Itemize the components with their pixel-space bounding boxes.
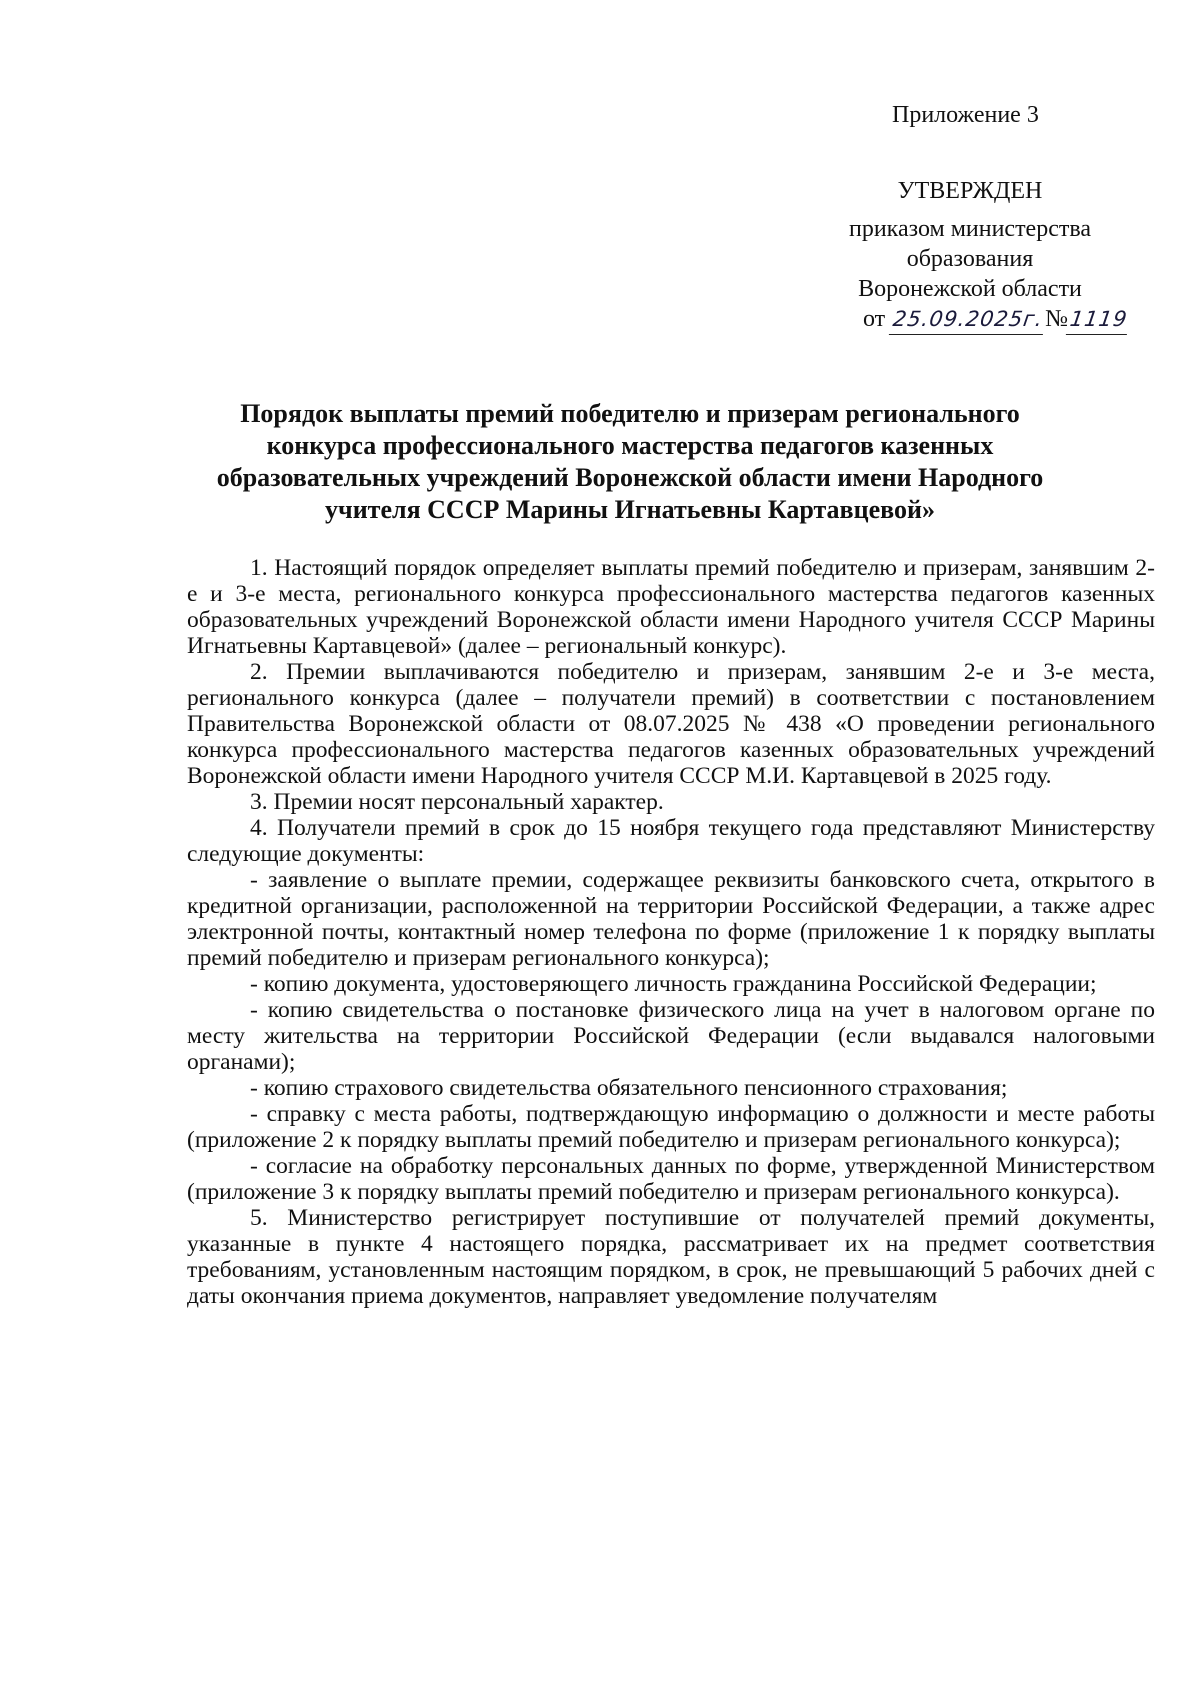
paragraph-5: 5. Министерство регистрирует поступившие от получателей премий документы, указанные в пункте 4 настоящего порядка, рассматривает их на предмет соответствия требованиям, установленным настоящим порядком, в срок, не превышающий 5 рабочих дней с даты окончания приема документов, направляет уведомление получателям bbox=[187, 1205, 1155, 1309]
approval-line: Воронежской области bbox=[858, 276, 1082, 302]
approval-line: приказом министерства bbox=[848, 216, 1092, 242]
date-prefix: от bbox=[863, 306, 886, 332]
number-sign: № bbox=[1045, 306, 1069, 332]
handwritten-number: 1119 bbox=[1066, 304, 1132, 335]
paragraph-2: 2. Премии выплачиваются победителю и призерам, занявшим 2-е и 3-е места, регионального конкурса (далее – получатели премий) в соответствии с постановлением Правительства Воронежской области от 08.07.2025 № 438 «О проведении регионального конкурса профессионального мастерства педагогов казенных образовательных учреждений Воронежской области имени Народного учителя СССР М.И. Картавцевой в 2025 году. bbox=[187, 659, 1155, 789]
paragraph-4: 4. Получатели премий в срок до 15 ноября текущего года представляют Министерству следующие документы: bbox=[187, 815, 1155, 867]
approval-date-line bbox=[863, 304, 1129, 335]
title-line: образовательных учреждений Воронежской области имени Народного bbox=[216, 463, 1044, 492]
paragraph-1: 1. Настоящий порядок определяет выплаты премий победителю и призерам, занявшим 2-е и 3-е места, регионального конкурса профессионального мастерства педагогов казенных образовательных учреждений Воронежской области имени Народного учителя СССР Марины Игнатьевны Картавцевой» (далее – региональный конкурс). bbox=[187, 555, 1155, 659]
list-item-data-consent: - согласие на обработку персональных данных по форме, утвержденной Министерством (приложение 3 к порядку выплаты премий победителю и призерам регионального конкурса). bbox=[187, 1153, 1155, 1205]
list-item-tax-certificate: - копию свидетельства о постановке физического лица на учет в налоговом органе по месту жительства на территории Российской Федерации (если выдавался налоговыми органами); bbox=[187, 997, 1155, 1075]
list-item-application: - заявление о выплате премии, содержащее реквизиты банковского счета, открытого в кредитной организации, расположенной на территории Российской Федерации, а также адрес электронной почты, контактный номер телефона по форме (приложение 1 к порядку выплаты премий победителю и призерам регионального конкурса); bbox=[187, 867, 1155, 971]
title-line: конкурса профессионального мастерства педагогов казенных bbox=[266, 431, 994, 460]
title-line: учителя СССР Марины Игнатьевны Картавцевой» bbox=[325, 495, 935, 524]
list-item-pension-certificate: - копию страхового свидетельства обязательного пенсионного страхования; bbox=[250, 1075, 1008, 1101]
title-line: Порядок выплаты премий победителю и призерам регионального bbox=[240, 399, 1020, 428]
list-item-id-copy: - копию документа, удостоверяющего личность гражданина Российской Федерации; bbox=[250, 971, 1097, 997]
approval-line: образования bbox=[906, 246, 1034, 272]
handwritten-date: 25.09.2025г. bbox=[889, 304, 1047, 335]
approval-block bbox=[800, 176, 1140, 304]
document-title bbox=[180, 398, 1080, 526]
appendix-label: Приложение 3 bbox=[892, 102, 1039, 128]
document-body bbox=[187, 555, 1155, 1309]
approved-word: УТВЕРЖДЕН bbox=[897, 178, 1043, 204]
list-item-employment-reference: - справку с места работы, подтверждающую информацию о должности и месте работы (приложение 2 к порядку выплаты премий победителю и призерам регионального конкурса); bbox=[187, 1101, 1155, 1153]
paragraph-3: 3. Премии носят персональный характер. bbox=[250, 789, 664, 815]
